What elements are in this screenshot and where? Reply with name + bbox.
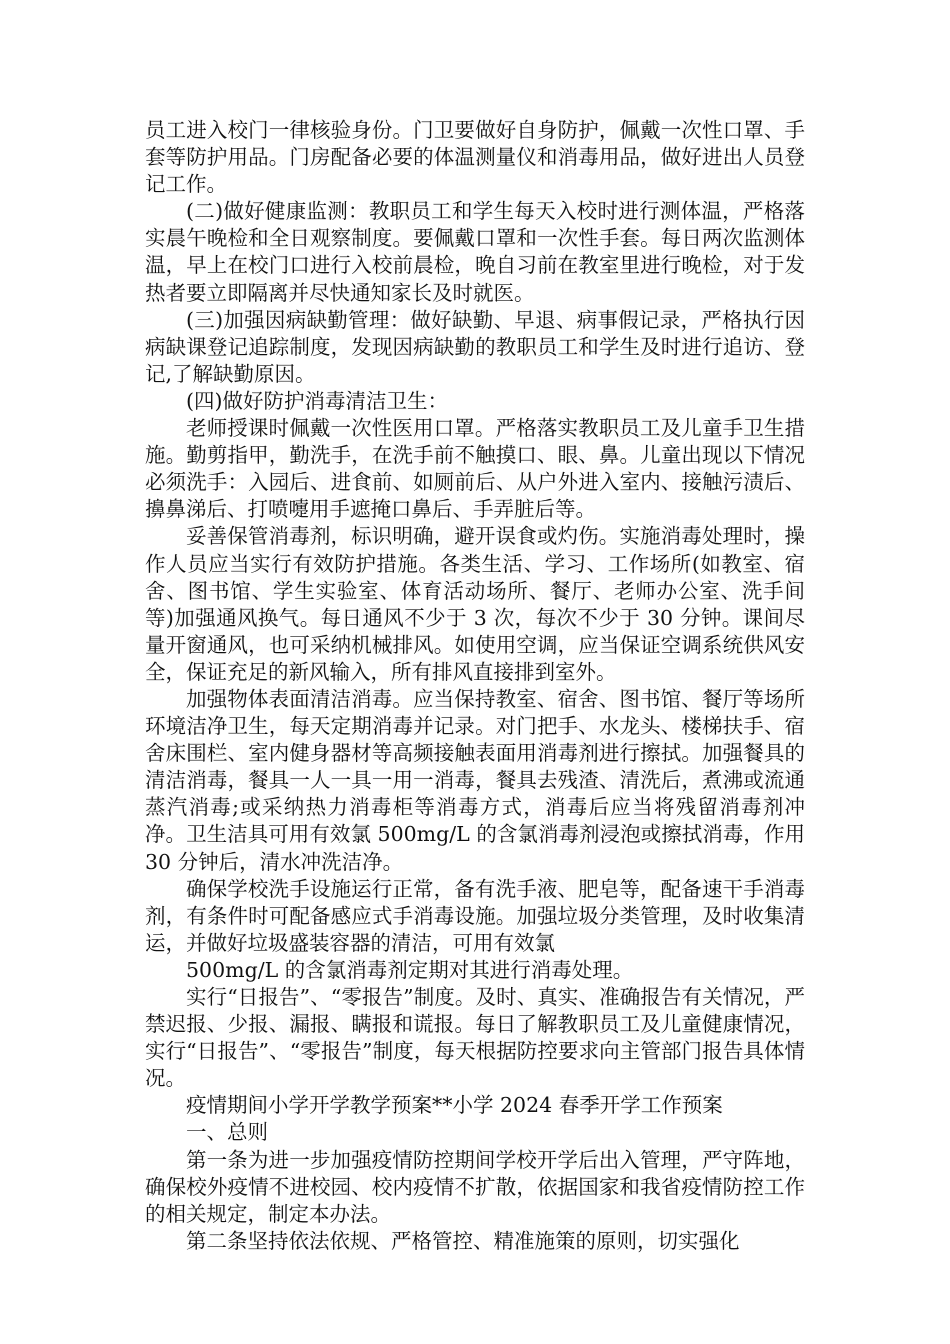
document-body (145, 117, 805, 1255)
paragraph-8: 确保学校洗手设施运行正常，备有洗手液、肥皂等，配备速干手消毒剂，有条件时可配备感应式手消毒设施。加强垃圾分类管理，及时收集清运，并做好垃圾盛装容器的清洁，可用有效氯 (145, 876, 805, 955)
paragraph-9: 500mg/L 的含氯消毒剂定期对其进行消毒处理。 (186, 957, 634, 982)
section-title: 疫情期间小学开学教学预案**小学 2024 春季开学工作预案 (186, 1093, 723, 1118)
section-heading: 一、总则 (186, 1120, 268, 1145)
paragraph-6: 妥善保管消毒剂，标识明确，避开误食或灼伤。实施消毒处理时，操作人员应当实行有效防护措施。各类生活、学习、工作场所(如教室、宿舍、图书馆、学生实验室、体育活动场所、餐厅、老师办公室、洗手间等)加强通风换气。每日通风不少于 3 次，每次不少于 30 分钟。课间尽量开窗通风，也可采纳机械排风。如使用空调，应当保证空调系统供风安全，保证充足的新风输入，所有排风直接排到室外。 (145, 524, 805, 684)
paragraph-7: 加强物体表面清洁消毒。应当保持教室、宿舍、图书馆、餐厅等场所环境洁净卫生，每天定期消毒并记录。对门把手、水龙头、楼梯扶手、宿舍床围栏、室内健身器材等高频接触表面用消毒剂进行擦拭。加强餐具的清洁消毒，餐具一人一具一用一消毒，餐具去残渣、清洗后，煮沸或流通蒸汽消毒;或采纳热力消毒柜等消毒方式，消毒后应当将残留消毒剂冲净。卫生洁具可用有效氯 500mg/L 的含氯消毒剂浸泡或擦拭消毒，作用 30 分钟后，清水冲洗洁净。 (145, 686, 805, 874)
paragraph-2: (二)做好健康监测：教职员工和学生每天入校时进行测体温，严格落实晨午晚检和全日观察制度。要佩戴口罩和一次性手套。每日两次监测体温，早上在校门口进行入校前晨检，晚自习前在教室里进行晚检，对于发热者要立即隔离并尽快通知家长及时就医。 (145, 199, 805, 305)
paragraph-1: 员工进入校门一律核验身份。门卫要做好自身防护，佩戴一次性口罩、手套等防护用品。门房配备必要的体温测量仪和消毒用品，做好进出人员登记工作。 (145, 118, 805, 197)
paragraph-12: 第二条坚持依法依规、严格管控、精准施策的原则，切实强化 (186, 1228, 740, 1253)
paragraph-3: (三)加强因病缺勤管理：做好缺勤、早退、病事假记录，严格执行因病缺课登记追踪制度，发现因病缺勤的教职员工和学生及时进行追访、登记,了解缺勤原因。 (145, 307, 805, 386)
paragraph-5: 老师授课时佩戴一次性医用口罩。严格落实教职员工及儿童手卫生措施。勤剪指甲，勤洗手，在洗手前不触摸口、眼、鼻。儿童出现以下情况必须洗手：入园后、进食前、如厕前后、从户外进入室内、接触污渍后、擤鼻涕后、打喷嚏用手遮掩口鼻后、手弄脏后等。 (145, 416, 805, 522)
paragraph-11: 第一条为进一步加强疫情防控期间学校开学后出入管理，严守阵地，确保校外疫情不进校园、校内疫情不扩散，依据国家和我省疫情防控工作的相关规定，制定本办法。 (145, 1147, 805, 1226)
paragraph-10: 实行“日报告”、“零报告”制度。及时、真实、准确报告有关情况，严禁迟报、少报、漏报、瞒报和谎报。每日了解教职员工及儿童健康情况，实行“日报告”、“零报告”制度，每天根据防控要求向主管部门报告具体情况。 (145, 985, 805, 1091)
paragraph-4: (四)做好防护消毒清洁卫生： (186, 388, 448, 413)
